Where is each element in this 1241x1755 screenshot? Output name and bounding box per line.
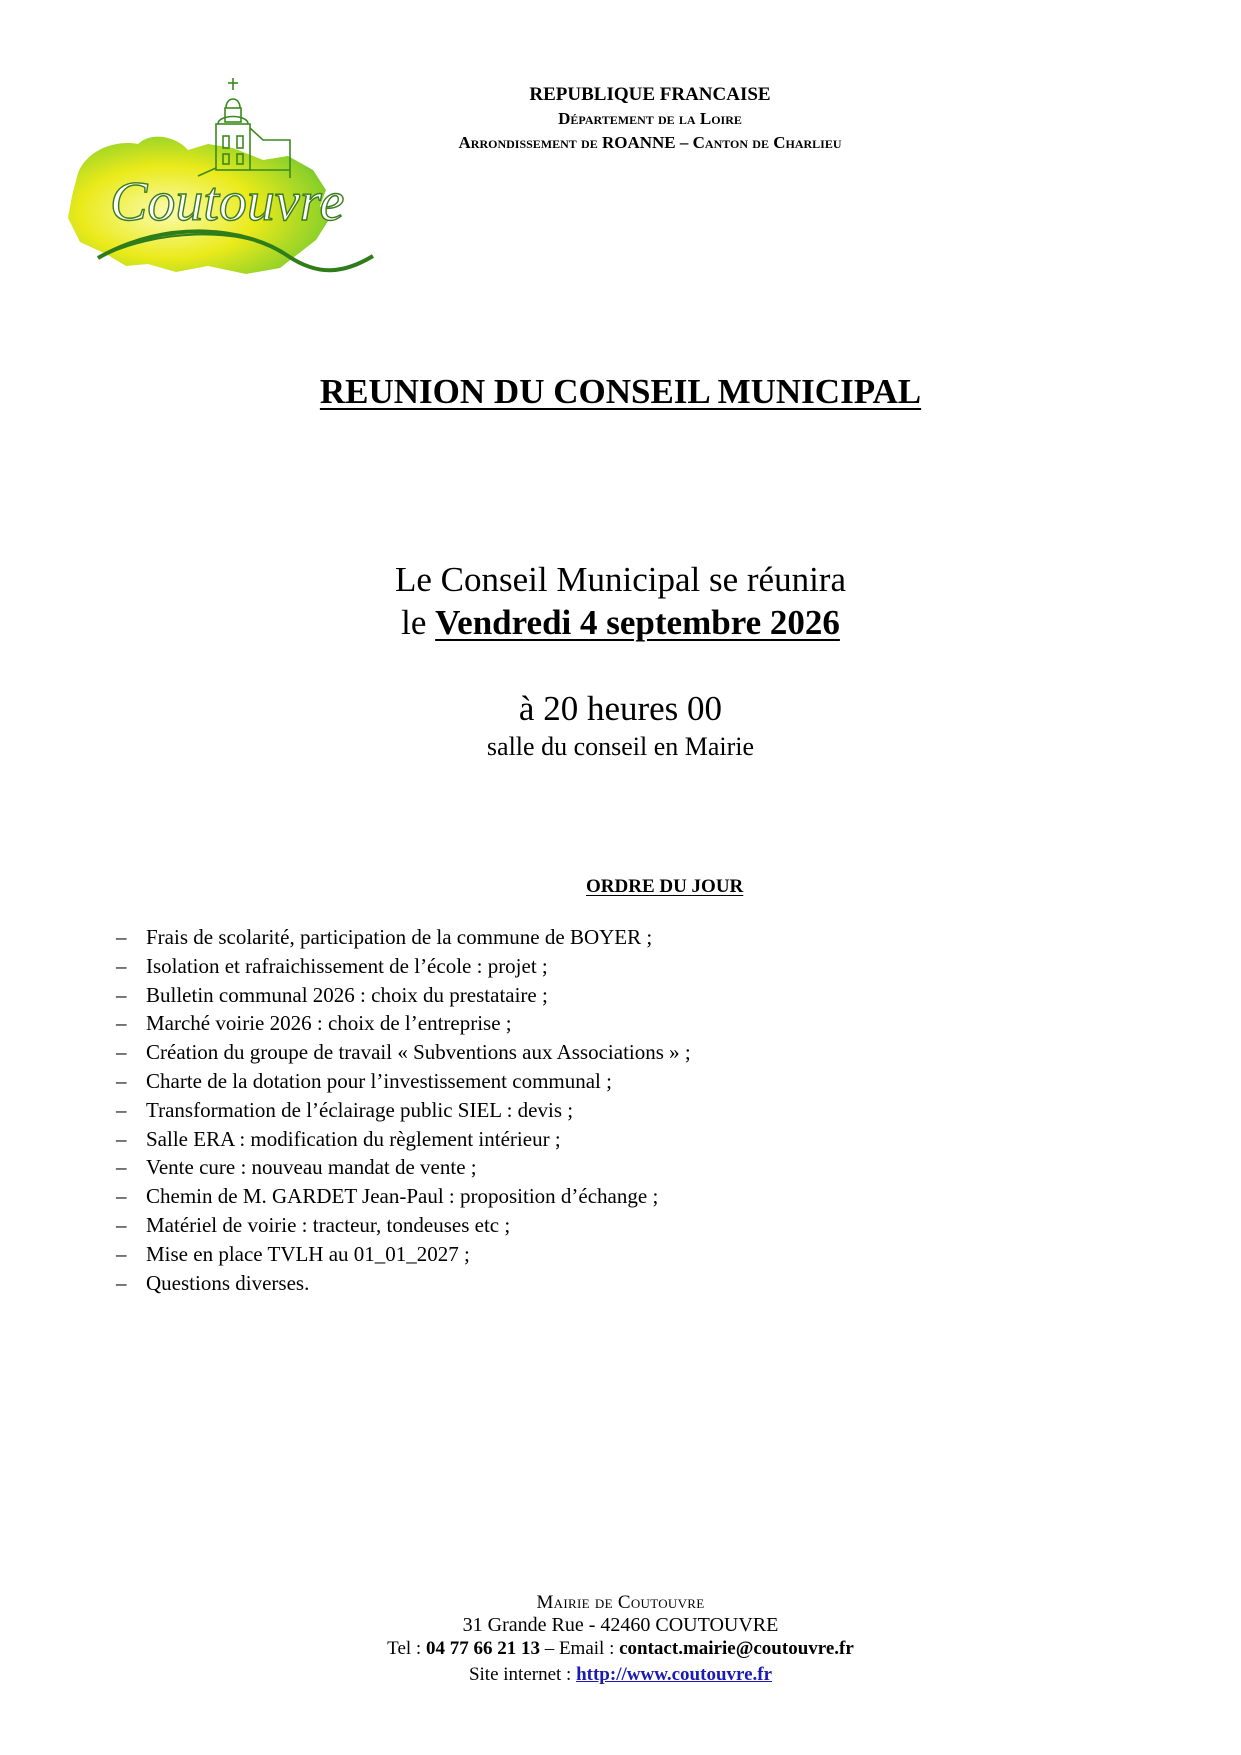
coutouvre-logo xyxy=(58,78,418,314)
agenda-bullet: – xyxy=(116,1212,127,1237)
meeting-date-line xyxy=(0,603,1241,643)
logo-graphic xyxy=(58,78,418,314)
footer-email-label: – Email : xyxy=(539,1638,620,1659)
agenda-item xyxy=(116,1009,691,1038)
agenda-bullet: – xyxy=(116,1270,127,1295)
agenda-item-text: Matériel de voirie : tracteur, tondeuses etc ; xyxy=(146,1212,511,1237)
agenda-bullet: – xyxy=(116,1068,127,1093)
agenda-item xyxy=(116,1067,691,1096)
meeting-place: salle du conseil en Mairie xyxy=(486,732,755,761)
agenda-bullet: – xyxy=(116,1126,127,1151)
logo-wordmark: Coutouvre xyxy=(110,171,345,233)
agenda-item xyxy=(116,1240,691,1269)
header-arrondissement-post: – Canton de Charlieu xyxy=(675,133,842,152)
agenda-item xyxy=(116,1038,691,1067)
header-department: Département de la Loire xyxy=(558,109,742,128)
agenda-item xyxy=(116,981,691,1010)
agenda-heading: ORDRE DU JOUR xyxy=(586,876,744,897)
footer-mairie-name: Mairie de Coutouvre xyxy=(536,1592,705,1613)
meeting-date: Vendredi 4 septembre 2026 xyxy=(435,603,840,642)
agenda-item xyxy=(116,952,691,981)
header-republic: REPUBLIQUE FRANCAISE xyxy=(529,84,771,105)
agenda-bullet: – xyxy=(116,1241,127,1266)
agenda-item xyxy=(116,1096,691,1125)
page-title-text: REUNION DU CONSEIL MUNICIPAL xyxy=(319,372,922,411)
agenda-bullet: – xyxy=(116,1184,127,1209)
agenda-item xyxy=(116,1125,691,1154)
agenda-item-text: Transformation de l’éclairage public SIEL : devis ; xyxy=(146,1097,574,1122)
agenda-item-text: Marché voirie 2026 : choix de l’entreprise ; xyxy=(146,1011,512,1036)
agenda-bullet: – xyxy=(116,1011,127,1036)
agenda-bullet: – xyxy=(116,925,127,949)
footer-tel: 04 77 66 21 13 xyxy=(425,1638,540,1659)
meeting-time: à 20 heures 00 xyxy=(518,689,723,728)
agenda-bullet: – xyxy=(116,1097,127,1122)
footer-site-link[interactable]: http://www.coutouvre.fr xyxy=(576,1664,773,1685)
page-title xyxy=(0,372,1241,412)
agenda-item xyxy=(116,1182,691,1211)
agenda-item-text: Mise en place TVLH au 01_01_2027 ; xyxy=(146,1241,470,1266)
footer-address: 31 Grande Rue - 42460 COUTOUVRE xyxy=(462,1614,779,1636)
agenda-item-text: Frais de scolarité, participation de la commune de BOYER ; xyxy=(146,925,653,949)
agenda-item xyxy=(116,1153,691,1182)
agenda-item-text: Salle ERA : modification du règlement intérieur ; xyxy=(146,1126,561,1151)
meeting-date-prefix: le xyxy=(401,603,436,642)
agenda-item-text: Chemin de M. GARDET Jean-Paul : proposition d’échange ; xyxy=(146,1184,659,1209)
header-arrondissement-roanne: ROANNE xyxy=(601,133,676,152)
intro-line: Le Conseil Municipal se réunira xyxy=(395,560,846,599)
footer-site xyxy=(0,1664,1241,1686)
header-arrondissement xyxy=(390,133,910,153)
footer-tel-label: Tel : xyxy=(387,1638,426,1659)
agenda-item xyxy=(116,923,691,952)
agenda-bullet: – xyxy=(116,982,127,1007)
agenda-item-text: Vente cure : nouveau mandat de vente ; xyxy=(146,1155,477,1180)
footer-email[interactable]: contact.mairie@coutouvre.fr xyxy=(619,1638,854,1659)
footer-site-label: Site internet : xyxy=(468,1664,577,1685)
footer-contact xyxy=(0,1638,1241,1660)
agenda-item-text: Création du groupe de travail « Subventions aux Associations » ; xyxy=(146,1040,691,1065)
agenda-list xyxy=(116,923,691,1297)
agenda-item-text: Charte de la dotation pour l’investissement communal ; xyxy=(146,1068,612,1093)
agenda-item xyxy=(116,1269,691,1298)
agenda-item-text: Questions diverses. xyxy=(146,1270,310,1295)
header-arrondissement-pre: Arrondissement de xyxy=(458,133,602,152)
agenda-bullet: – xyxy=(116,953,127,978)
agenda-item-text: Bulletin communal 2026 : choix du prestataire ; xyxy=(146,982,548,1007)
agenda-item-text: Isolation et rafraichissement de l’école : projet ; xyxy=(146,953,548,978)
agenda-bullet: – xyxy=(116,1155,127,1180)
agenda-bullet: – xyxy=(116,1040,127,1065)
agenda-item xyxy=(116,1211,691,1240)
